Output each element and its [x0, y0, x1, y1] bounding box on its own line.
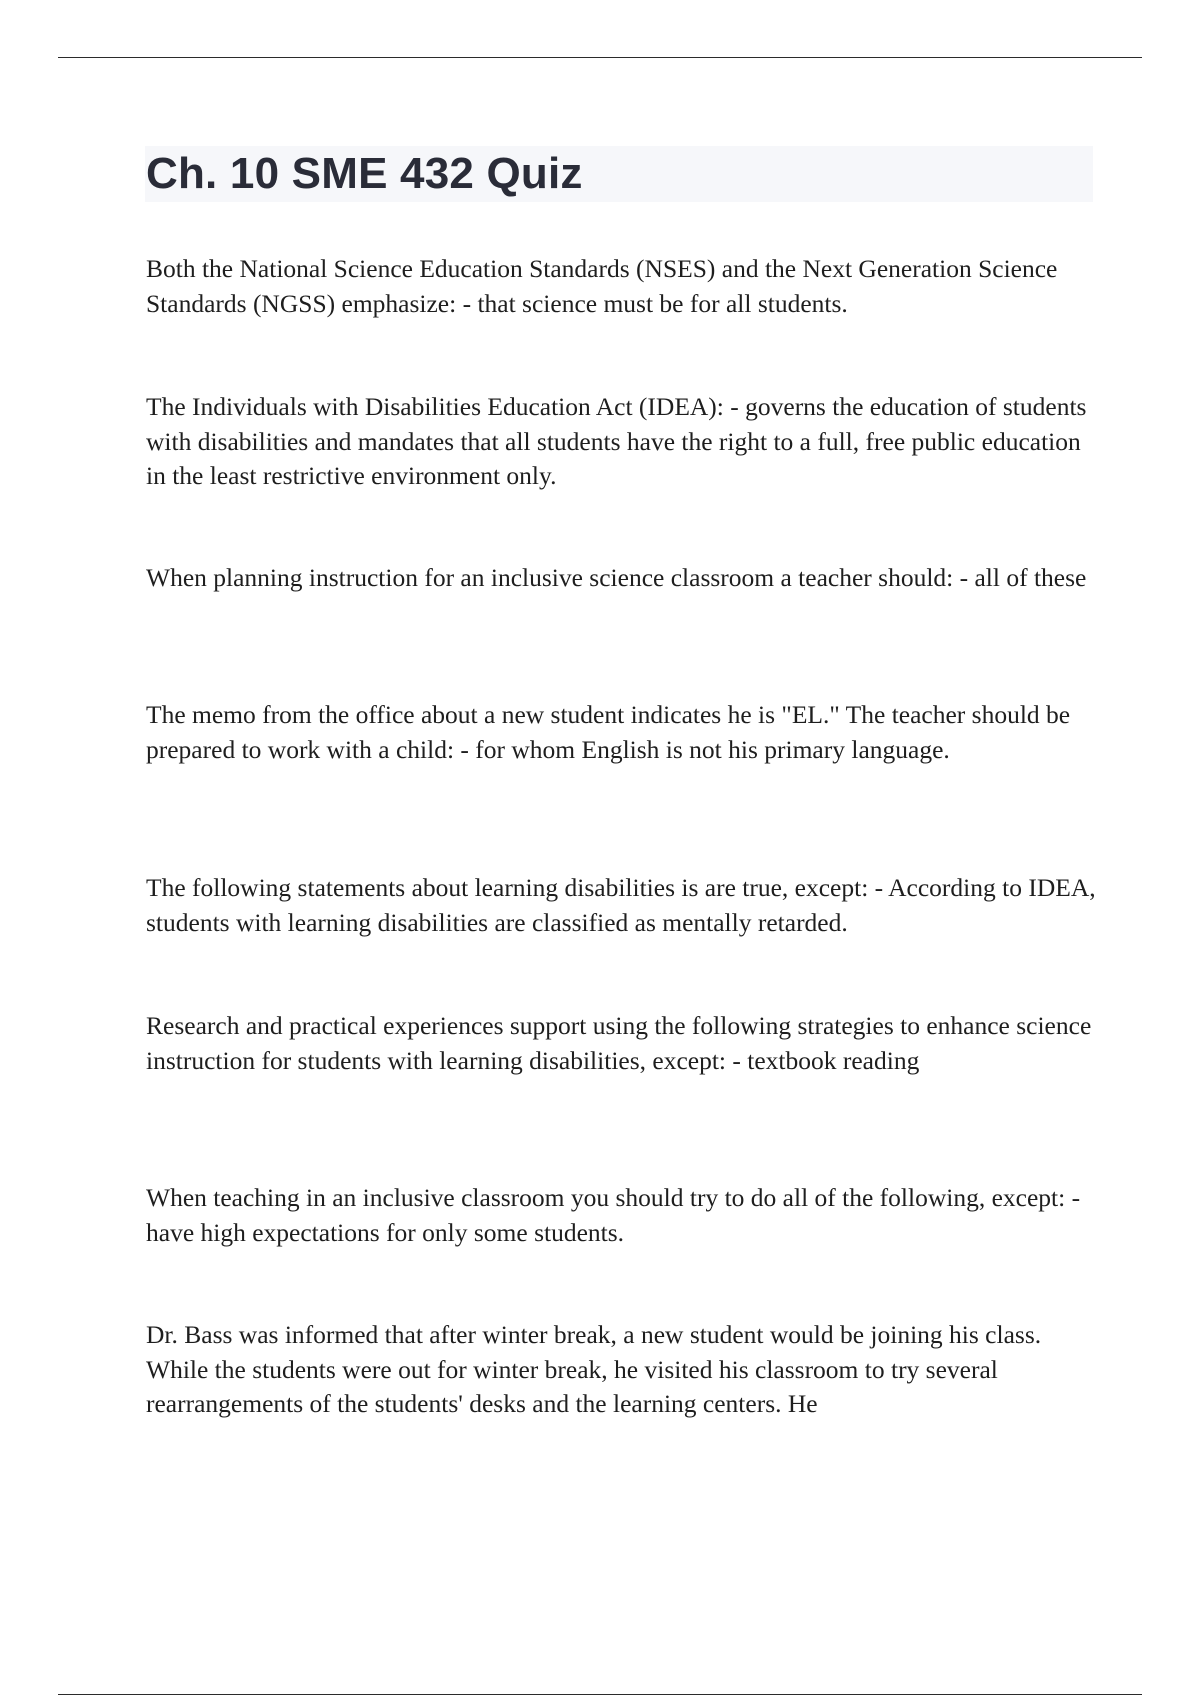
- quiz-item-5: The following statements about learning disabilities is are true, except: - According to IDEA, students with learning disabilities are classified as mentally retarded.: [146, 873, 1096, 937]
- quiz-item-3: When planning instruction for an inclusive science classroom a teacher should: - all of these: [146, 563, 1087, 592]
- quiz-item-8: Dr. Bass was informed that after winter break, a new student would be joining his class. While the students were out for winter break, he visited his classroom to try several rearrangements of the students' desks and the learning centers. He: [146, 1320, 1042, 1418]
- quiz-item-4: The memo from the office about a new student indicates he is "EL." The teacher should be prepared to work with a child: - for whom English is not his primary language.: [146, 700, 1071, 764]
- page-title: Ch. 10 SME 432 Quiz: [146, 149, 583, 198]
- quiz-item-7: When teaching in an inclusive classroom you should try to do all of the following, except: - have high expectations for only some students.: [146, 1183, 1081, 1247]
- quiz-item-1: Both the National Science Education Standards (NSES) and the Next Generation Science Standards (NGSS) emphasize: - that science must be for all students.: [146, 254, 1058, 318]
- quiz-item-2: The Individuals with Disabilities Education Act (IDEA): - governs the education of students with disabilities and mandates that all students have the right to a full, free public education in the least restrictive environment only.: [146, 392, 1087, 490]
- bottom-rule: [58, 1694, 1142, 1695]
- quiz-item-6: Research and practical experiences support using the following strategies to enhance science instruction for students with learning disabilities, except: - textbook reading: [146, 1011, 1092, 1075]
- top-rule: [58, 57, 1142, 58]
